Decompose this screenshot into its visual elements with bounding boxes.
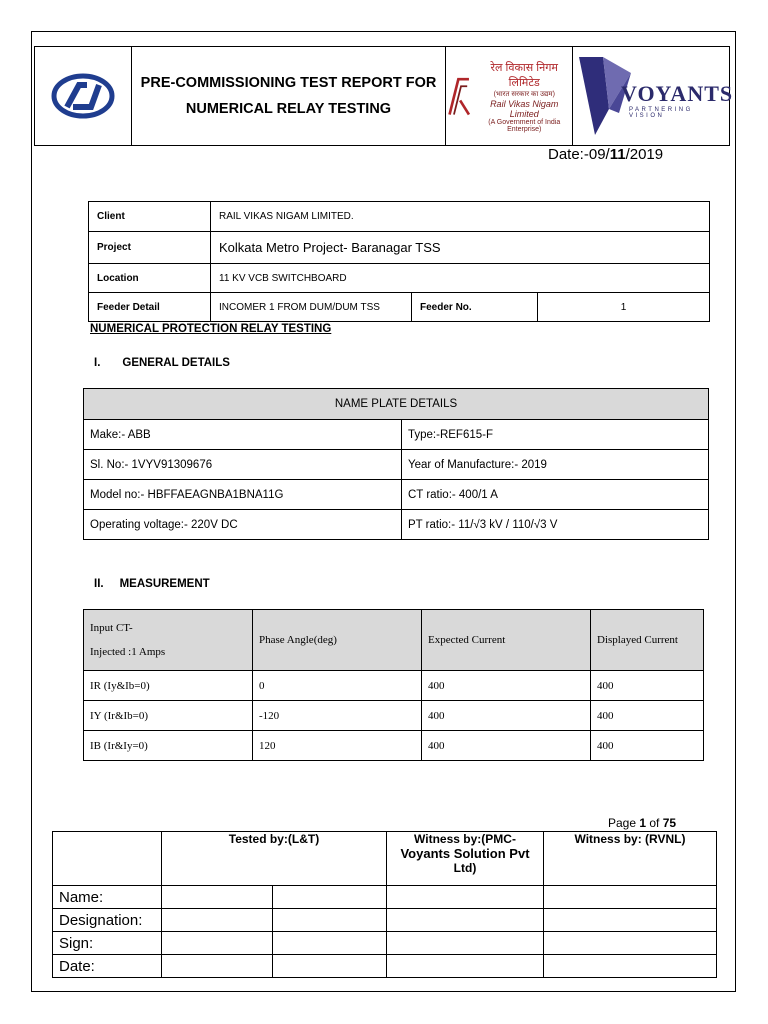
witness-pmc-line-3: Ltd) — [453, 861, 477, 875]
signature-cell — [387, 955, 544, 978]
rvnl-english-sub: (A Government of India Enterprise) — [488, 118, 561, 133]
cell-expected: 400 — [422, 671, 591, 701]
witness-pmc-line-1: Witness by:(PMC- — [414, 832, 516, 846]
signature-cell — [162, 886, 273, 909]
header-input-line-1: Input CT- — [90, 622, 133, 634]
rvnl-logo-text — [476, 60, 572, 133]
table-row — [53, 909, 717, 932]
general-num: I. — [94, 357, 101, 369]
signature-cell — [273, 932, 387, 955]
date-year: /2019 — [625, 146, 664, 163]
cell-input: IY (Ir&Ib=0) — [84, 701, 253, 731]
feeder-value: INCOMER 1 FROM DUM/DUM TSS — [211, 293, 412, 322]
page-current: 1 — [639, 816, 647, 830]
signature-cell — [162, 932, 273, 955]
header-input-ct — [84, 610, 253, 671]
table-row — [84, 701, 704, 731]
cell-phase: -120 — [253, 701, 422, 731]
voyants-logo-cell — [573, 47, 734, 146]
table-row — [84, 420, 709, 450]
nameplate-model: Model no:- HBFFAEAGNBA1BNA11G — [84, 480, 402, 510]
cell-input: IR (Iy&Ib=0) — [84, 671, 253, 701]
signature-cell — [162, 955, 273, 978]
signature-cell — [387, 886, 544, 909]
table-row — [84, 671, 704, 701]
signature-cell — [544, 955, 717, 978]
signature-cell — [387, 932, 544, 955]
page-total: 75 — [662, 816, 677, 830]
tested-by-header: Tested by:(L&T) — [162, 832, 387, 886]
table-row — [89, 202, 710, 232]
designation-label: Designation: — [53, 909, 162, 932]
client-label: Client — [89, 202, 211, 232]
feeder-label: Feeder Detail — [89, 293, 211, 322]
table-row — [89, 293, 710, 322]
table-row — [89, 264, 710, 293]
signature-cell — [387, 909, 544, 932]
report-header — [34, 46, 734, 146]
page-prefix: Page — [608, 816, 640, 830]
cell-expected: 400 — [422, 731, 591, 761]
measurement-num: II. — [94, 578, 104, 590]
nameplate-serial: Sl. No:- 1VYV91309676 — [84, 450, 402, 480]
nameplate-header: NAME PLATE DETAILS — [84, 389, 709, 420]
date-month: 11 — [609, 146, 626, 163]
signature-cell — [273, 955, 387, 978]
voyants-tagline: PARTNERING VISION — [629, 107, 693, 119]
general-heading — [94, 357, 230, 369]
cell-displayed: 400 — [591, 671, 704, 701]
table-row — [53, 955, 717, 978]
general-title: GENERAL DETAILS — [122, 357, 230, 369]
date-label: Date:-09/ — [548, 146, 610, 163]
nameplate-pt-ratio: PT ratio:- 11/√3 kV / 110/√3 V — [402, 510, 709, 540]
cell-expected: 400 — [422, 701, 591, 731]
nameplate-voltage: Operating voltage:- 220V DC — [84, 510, 402, 540]
lt-logo — [51, 73, 115, 119]
table-row — [84, 510, 709, 540]
page-number — [608, 816, 676, 830]
signature-corner — [53, 832, 162, 886]
witness-pmc-line-2: Voyants Solution Pvt — [400, 846, 530, 861]
signature-table — [52, 831, 717, 978]
lt-logo-cell — [35, 47, 132, 146]
rvnl-hindi-sub: (भारत सरकार का उद्यम) — [493, 90, 555, 98]
sign-label: Sign: — [53, 932, 162, 955]
section-title: NUMERICAL PROTECTION RELAY TESTING — [90, 323, 332, 335]
table-row — [84, 450, 709, 480]
measurement-table — [83, 609, 704, 761]
table-row — [89, 232, 710, 264]
nameplate-table — [83, 388, 709, 540]
signature-cell — [544, 932, 717, 955]
header-input-line-2: Injected :1 Amps — [90, 646, 166, 658]
nameplate-ct-ratio: CT ratio:- 400/1 A — [402, 480, 709, 510]
date-label: Date: — [53, 955, 162, 978]
measurement-header-row — [84, 610, 704, 671]
header-expected-current: Expected Current — [422, 610, 591, 671]
signature-cell — [273, 909, 387, 932]
signature-cell — [544, 909, 717, 932]
nameplate-make: Make:- ABB — [84, 420, 402, 450]
witness-rvnl-header: Witness by: (RVNL) — [544, 832, 717, 886]
measurement-heading — [94, 578, 210, 590]
rvnl-logo-icon — [446, 71, 472, 121]
project-value: Kolkata Metro Project- Baranagar TSS — [211, 232, 710, 264]
client-details-table — [88, 201, 710, 322]
name-label: Name: — [53, 886, 162, 909]
signature-header-row — [53, 832, 717, 886]
report-title — [132, 47, 446, 146]
title-line-1: PRE-COMMISSIONING TEST REPORT FOR — [140, 75, 437, 91]
cell-input: IB (Ir&Iy=0) — [84, 731, 253, 761]
title-line-2: NUMERICAL RELAY TESTING — [185, 101, 392, 117]
header-displayed-current: Displayed Current — [591, 610, 704, 671]
page-of: of — [646, 816, 663, 830]
table-row — [84, 731, 704, 761]
rvnl-english-name: Rail Vikas Nigam Limited — [490, 98, 559, 119]
client-value: RAIL VIKAS NIGAM LIMITED. — [211, 202, 710, 232]
signature-cell — [162, 909, 273, 932]
table-row — [84, 480, 709, 510]
voyants-logo — [573, 47, 734, 145]
rvnl-logo-cell — [446, 47, 573, 146]
cell-displayed: 400 — [591, 731, 704, 761]
report-date — [548, 146, 663, 163]
voyants-wordmark: VOYANTS — [621, 81, 734, 106]
measurement-title: MEASUREMENT — [119, 578, 210, 590]
signature-cell — [273, 886, 387, 909]
cell-displayed: 400 — [591, 701, 704, 731]
signature-cell — [544, 886, 717, 909]
cell-phase: 0 — [253, 671, 422, 701]
location-value: 11 KV VCB SWITCHBOARD — [211, 264, 710, 293]
table-row — [53, 932, 717, 955]
project-label: Project — [89, 232, 211, 264]
feeder-no-label: Feeder No. — [412, 293, 538, 322]
witness-pmc-header — [387, 832, 544, 886]
nameplate-type: Type:-REF615-F — [402, 420, 709, 450]
header-phase-angle: Phase Angle(deg) — [253, 610, 422, 671]
table-row — [53, 886, 717, 909]
feeder-no-value: 1 — [538, 293, 710, 322]
cell-phase: 120 — [253, 731, 422, 761]
location-label: Location — [89, 264, 211, 293]
rvnl-hindi-name: रेल विकास निगम लिमिटेड — [490, 61, 558, 89]
nameplate-year: Year of Manufacture:- 2019 — [402, 450, 709, 480]
